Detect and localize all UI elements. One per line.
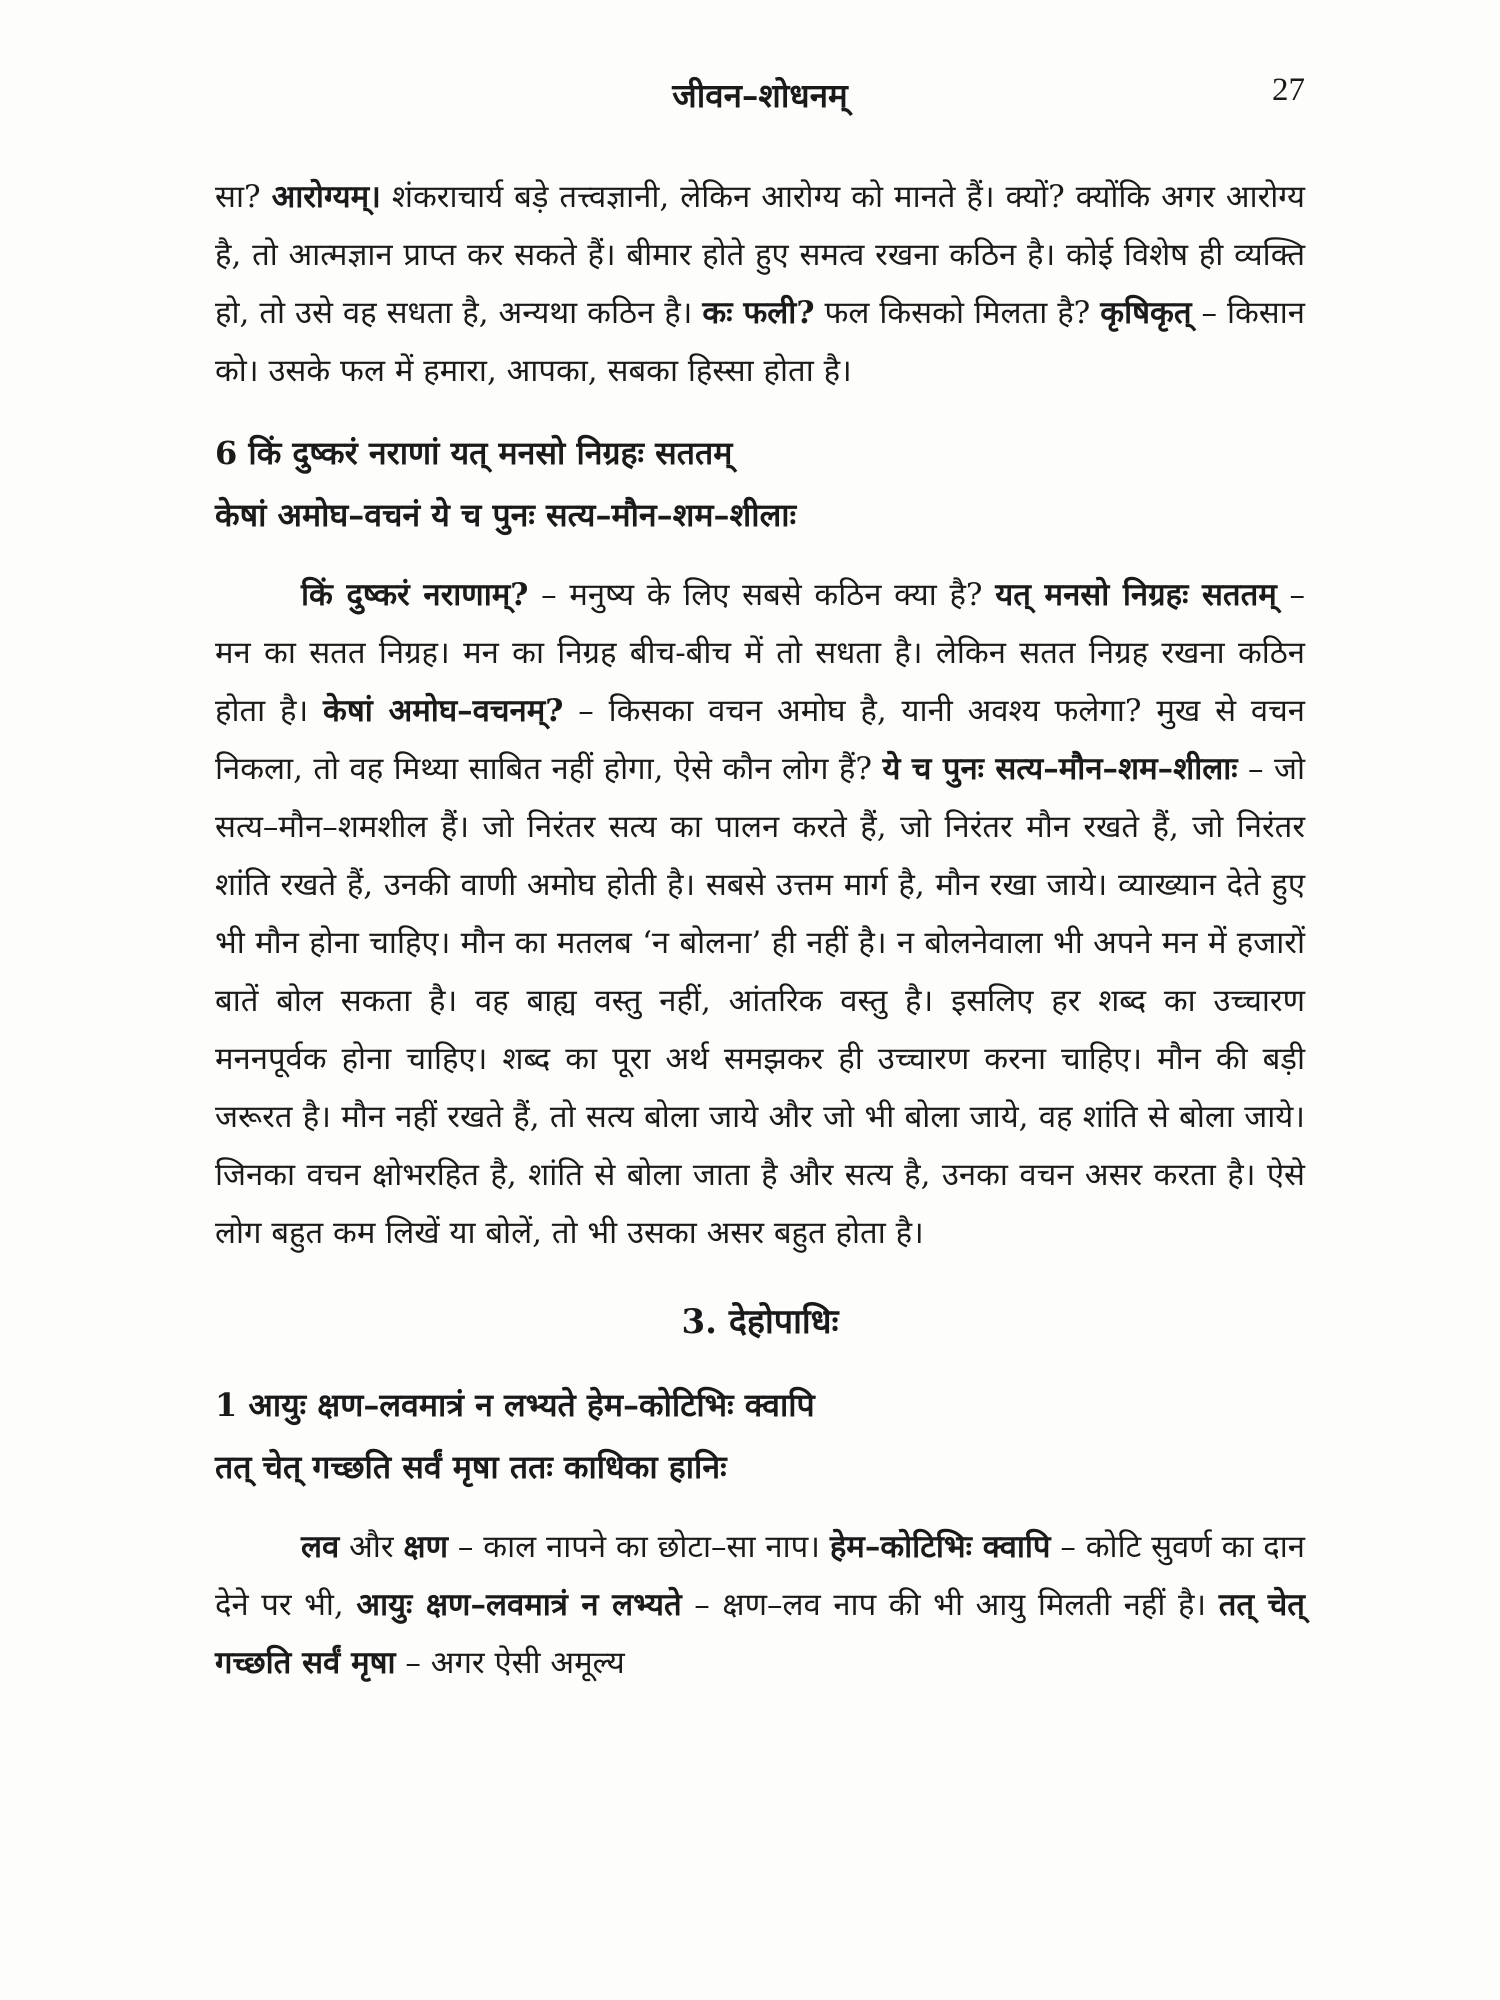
bold-term: कः फली? bbox=[702, 295, 815, 331]
page-number: 27 bbox=[1272, 72, 1305, 108]
paragraph-commentary-1 bbox=[215, 1518, 1305, 1692]
text-run: – काल नापने का छोटा–सा नाप। bbox=[448, 1529, 830, 1565]
text-run: – क्षण–लव नाप की भी आयु मिलती नहीं है। bbox=[681, 1587, 1219, 1623]
verse-line-1: 6 किं दुष्करं नराणां यत् मनसो निग्रहः सततम् bbox=[215, 434, 733, 472]
bold-term: केषां अमोघ–वचनम्? bbox=[323, 693, 564, 729]
paragraph-commentary-6 bbox=[215, 566, 1305, 1262]
text-run: फल किसको मिलता है? bbox=[814, 295, 1101, 331]
text-run: – किसका वचन अमोघ है, यानी अवश्य फलेगा? मुख से वचन निकला, तो वह मिथ्या साबित नहीं होगा, ऐसे कौन लोग हैं? bbox=[215, 693, 1305, 787]
bold-term: आरोग्यम्। bbox=[271, 179, 381, 215]
bold-term: क्षण bbox=[403, 1529, 449, 1565]
text-run: – जो सत्य–मौन–शमशील हैं। जो निरंतर सत्य का पालन करते हैं, जो निरंतर मौन रखते हैं, जो निरंतर शांति रखते हैं, उनकी वाणी अमोघ होती है। सबसे उत्तम मार्ग है, मौन रखा जाये। व्याख्यान देते हुए भी मौन होना चाहिए। मौन का मतलब ‘न बोलना’ ही नहीं है। न बोलनेवाला भी अपने मन में हजारों बातें बोल सकता है। वह बाह्य वस्तु नहीं, आंतरिक वस्तु है। इसलिए हर शब्द का उच्चारण मननपूर्वक होना चाहिए। शब्द का पूरा अर्थ समझकर ही उच्चारण करना चाहिए। मौन की बड़ी जरूरत है। मौन नहीं रखते हैं, तो सत्य बोला जाये और जो भी बोला जाये, वह शांति से बोला जाये। जिनका वचन क्षोभरहित है, शांति से बोला जाता है और सत्य है, उनका वचन असर करता है। ऐसे लोग बहुत कम लिखें या बोलें, तो भी उसका असर बहुत होता है। bbox=[215, 751, 1306, 1251]
bold-term: तत् चेत् गच्छति सर्वं मृषा bbox=[215, 1587, 1305, 1681]
bold-term: किं दुष्करं नराणाम्? bbox=[301, 577, 529, 613]
running-title: जीवन–शोधनम् bbox=[672, 76, 848, 115]
text-run: – अगर ऐसी अमूल्य bbox=[395, 1645, 625, 1681]
bold-term: लव bbox=[301, 1529, 340, 1565]
bold-term: यत् मनसो निग्रहः सततम् bbox=[995, 577, 1277, 613]
text-run: शंकराचार्य बड़े तत्त्वज्ञानी, लेकिन आरोग्य को मानते हैं। क्यों? क्योंकि अगर आरोग्य है, तो आत्मज्ञान प्राप्त कर सकते हैं। बीमार होते हुए समत्व रखना कठिन है। कोई विशेष ही व्यक्ति हो, तो उसे वह सधता है, अन्यथा कठिन है। bbox=[215, 179, 1305, 331]
text-run: – मनुष्य के लिए सबसे कठिन क्या है? bbox=[528, 577, 996, 613]
text-run: और bbox=[339, 1529, 404, 1565]
page-header bbox=[215, 72, 1305, 122]
text-run: सा? bbox=[215, 179, 272, 215]
bold-term: हेम–कोटिभिः क्वापि bbox=[829, 1529, 1051, 1565]
text-run: – किसान को। उसके फल में हमारा, आपका, सबका हिस्सा होता है। bbox=[215, 295, 1305, 389]
verse-line-2: केषां अमोघ–वचनं ये च पुनः सत्य–मौन–शम–शीलाः bbox=[215, 496, 797, 534]
text-run: – मन का सतत निग्रह। मन का निग्रह बीच-बीच में तो सधता है। लेकिन सतत निग्रह रखना कठिन होता है। bbox=[215, 577, 1306, 729]
verse-1 bbox=[215, 1374, 1305, 1498]
bold-term: आयुः क्षण–लवमात्रं न लभ्यते bbox=[356, 1587, 682, 1623]
verse-line-2: तत् चेत् गच्छति सर्वं मृषा ततः काधिका हानिः bbox=[215, 1448, 727, 1486]
bold-term: कृषिकृत् bbox=[1100, 295, 1192, 331]
verse-line-1: 1 आयुः क्षण–लवमात्रं न लभ्यते हेम–कोटिभिः क्वापि bbox=[215, 1386, 815, 1424]
text-run: – कोटि सुवर्ण का दान देने पर भी, bbox=[215, 1529, 1305, 1623]
section-heading: 3. देहोपाधिः bbox=[681, 1302, 839, 1342]
page-body bbox=[215, 168, 1305, 1692]
verse-6 bbox=[215, 422, 1305, 546]
bold-term: ये च पुनः सत्य–मौन–शम–शीलाः bbox=[882, 751, 1238, 787]
paragraph-aarogya bbox=[215, 168, 1305, 400]
